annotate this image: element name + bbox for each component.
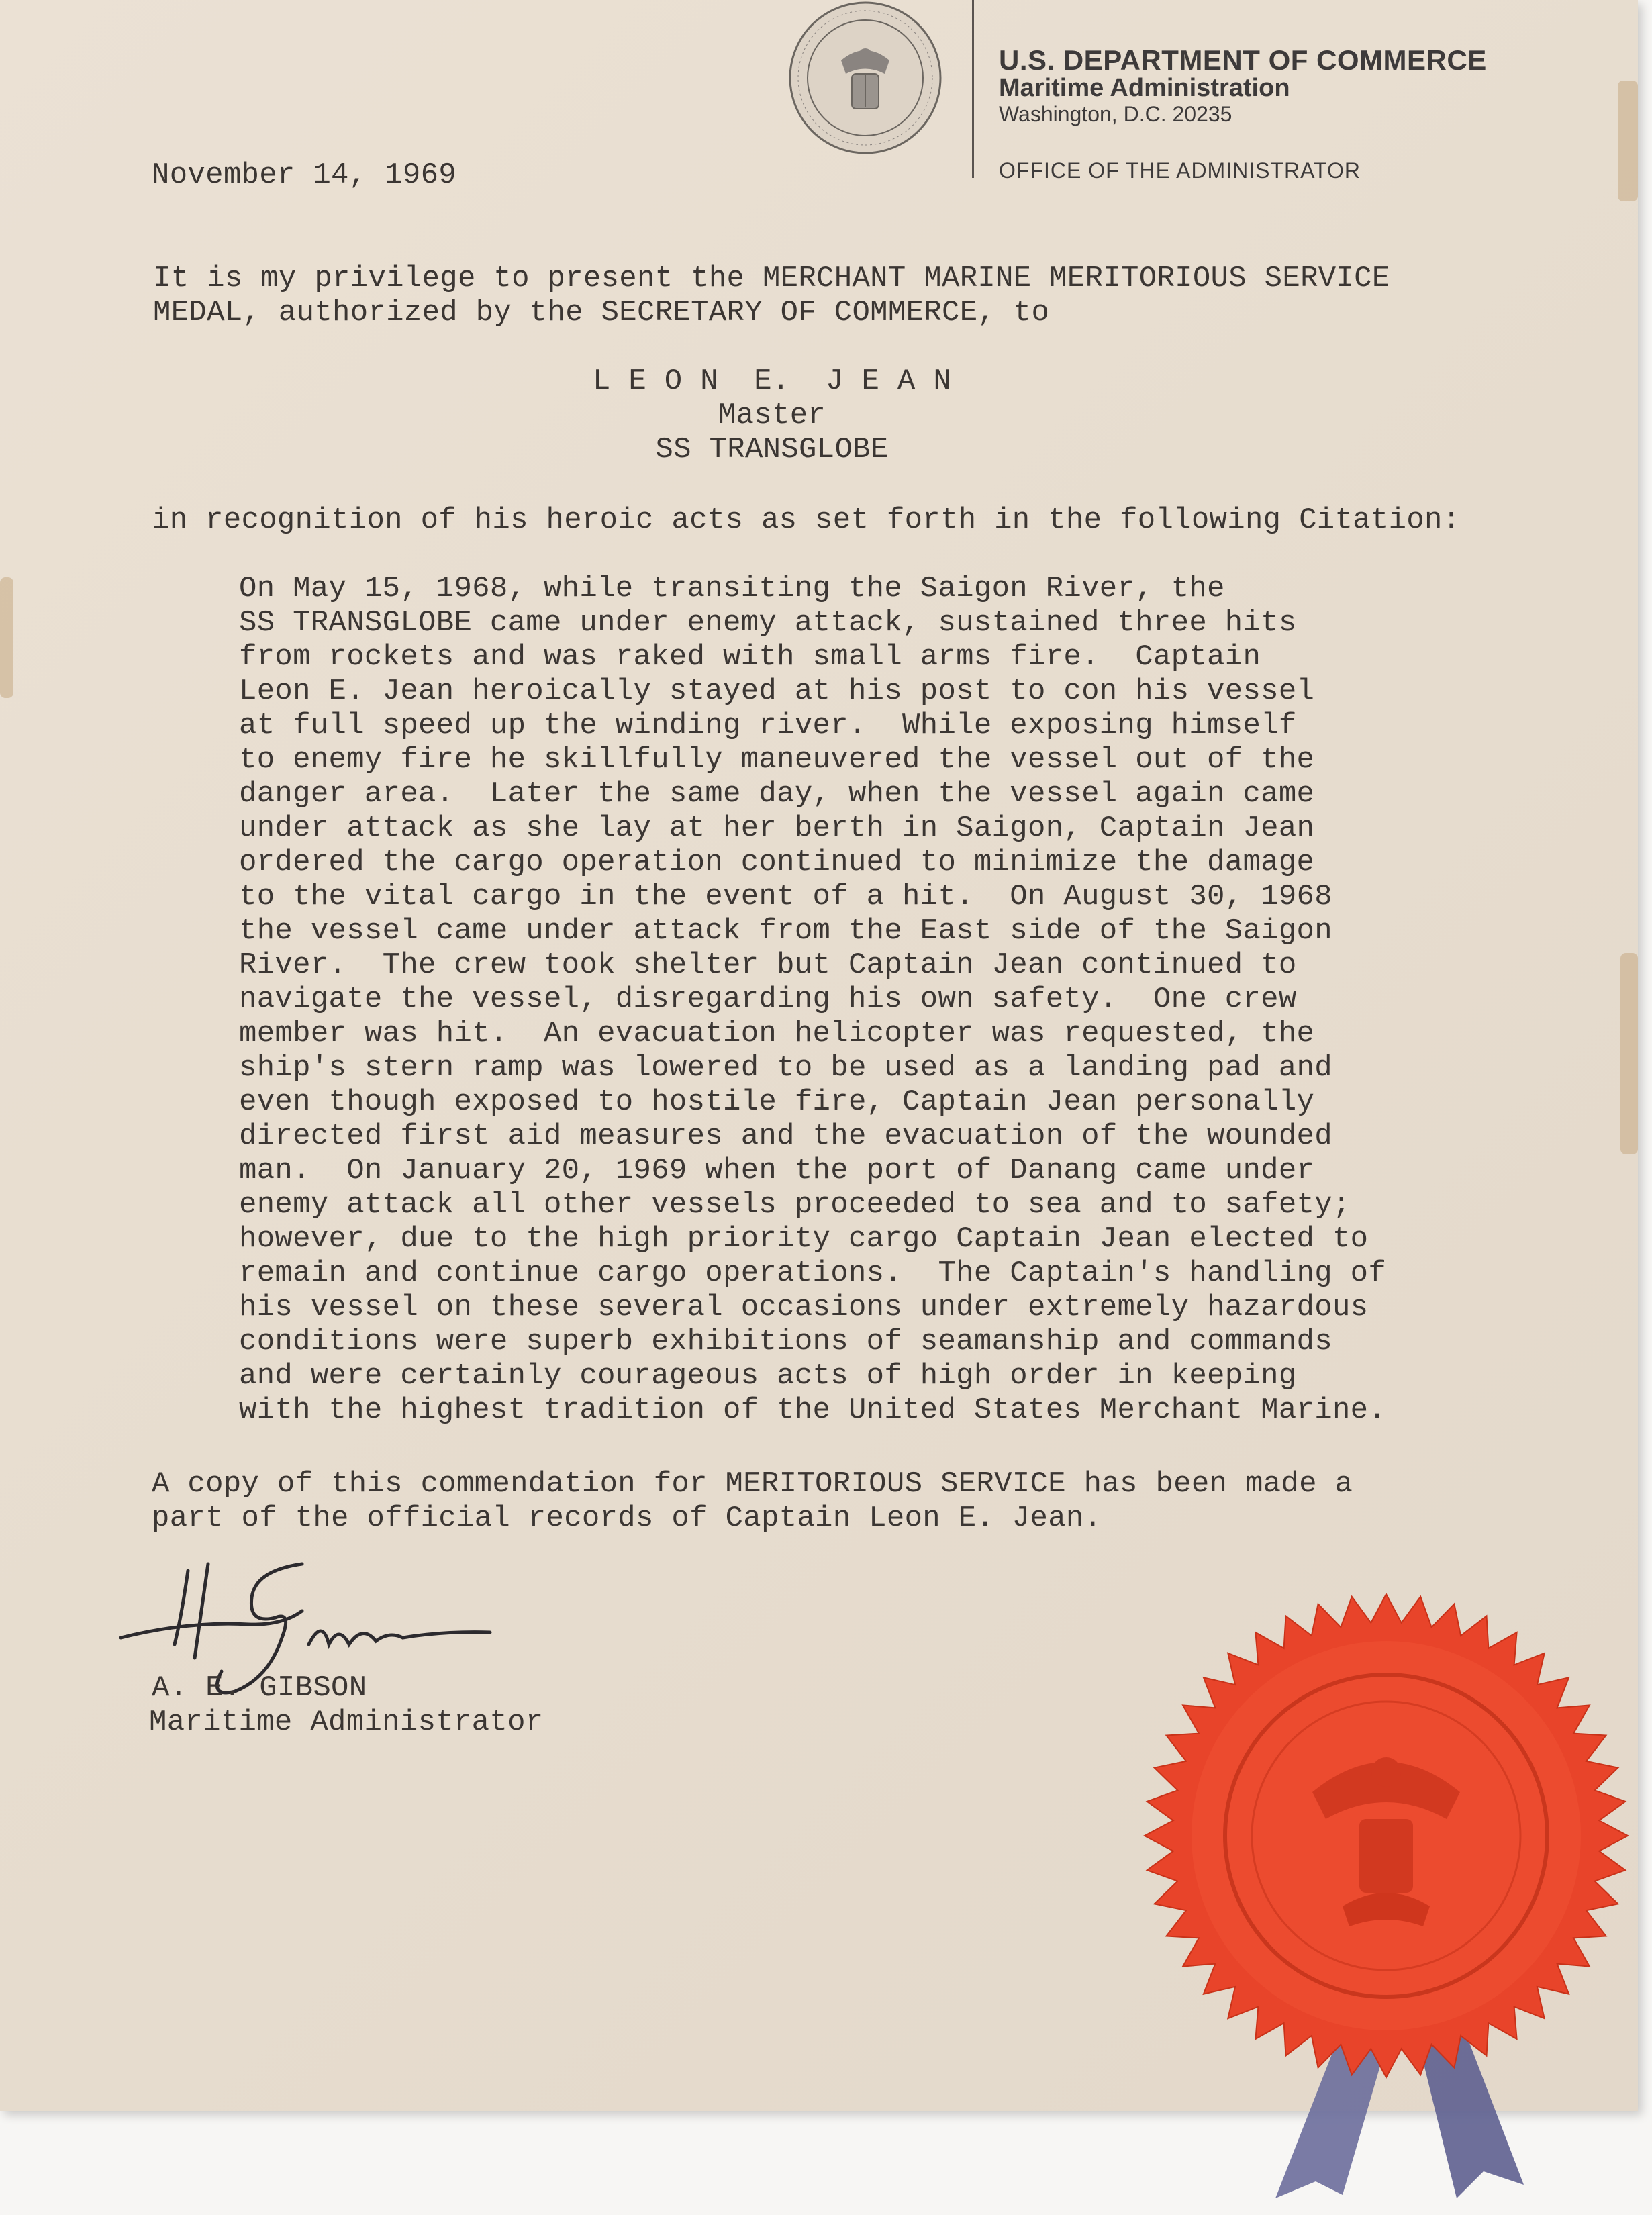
citation-line: remain and continue cargo operations. The Captain's handling of bbox=[239, 1257, 1387, 1290]
edge-stain bbox=[0, 577, 13, 698]
citation-line: ordered the cargo operation continued to minimize the damage bbox=[239, 846, 1315, 879]
agency-name: Maritime Administration bbox=[999, 74, 1290, 102]
citation-line: SS TRANSGLOBE came under enemy attack, sustained three hits bbox=[239, 606, 1297, 640]
citation-line: with the highest tradition of the United States Merchant Marine. bbox=[239, 1393, 1387, 1427]
citation-line: enemy attack all other vessels proceeded to sea and to safety; bbox=[239, 1188, 1351, 1222]
citation-line: directed first aid measures and the evacuation of the wounded bbox=[239, 1120, 1332, 1153]
recipient-name: L E O N E. J E A N bbox=[592, 364, 952, 398]
citation-line: Leon E. Jean heroically stayed at his post to con his vessel bbox=[239, 675, 1315, 708]
citation-line: under attack as she lay at her berth in Saigon, Captain Jean bbox=[239, 811, 1315, 845]
citation-line: ship's stern ramp was lowered to be used as a landing pad and bbox=[239, 1051, 1332, 1085]
citation-line: to enemy fire he skillfully maneuvered the vessel out of the bbox=[239, 743, 1315, 777]
citation-line: at full speed up the winding river. While exposing himself bbox=[239, 709, 1297, 742]
intro-line-2: MEDAL, authorized by the SECRETARY OF COMMERCE, to bbox=[153, 296, 1050, 330]
recipient-vessel: SS TRANSGLOBE bbox=[655, 433, 889, 466]
closing-line-1: A copy of this commendation for MERITORIOUS SERVICE has been made a bbox=[152, 1467, 1353, 1501]
agency-address: Washington, D.C. 20235 bbox=[999, 102, 1232, 126]
edge-stain bbox=[1618, 81, 1638, 201]
intro-line-1: It is my privilege to present the MERCHANT MARINE MERITORIOUS SERVICE bbox=[153, 262, 1390, 295]
citation-line: his vessel on these several occasions under extremely hazardous bbox=[239, 1291, 1369, 1324]
department-seal-icon bbox=[784, 0, 946, 156]
citation-line: River. The crew took shelter but Captain Jean continued to bbox=[239, 948, 1297, 982]
citation-line: man. On January 20, 1969 when the port of Danang came under bbox=[239, 1154, 1315, 1187]
citation-line: danger area. Later the same day, when the vessel again came bbox=[239, 777, 1315, 811]
citation-line: conditions were superb exhibitions of seamanship and commands bbox=[239, 1325, 1332, 1359]
citation-line: from rockets and was raked with small arms fire. Captain bbox=[239, 640, 1261, 674]
citation-line: however, due to the high priority cargo Captain Jean elected to bbox=[239, 1222, 1369, 1256]
citation-line: the vessel came under attack from the East side of the Saigon bbox=[239, 914, 1332, 948]
red-wax-seal-icon bbox=[1141, 1591, 1631, 2081]
citation-line: navigate the vessel, disregarding his own safety. One crew bbox=[239, 983, 1297, 1016]
closing-line-2: part of the official records of Captain Leon E. Jean. bbox=[152, 1502, 1102, 1535]
citation-line: and were certainly courageous acts of high order in keeping bbox=[239, 1359, 1297, 1393]
letter-date: November 14, 1969 bbox=[152, 158, 456, 192]
citation-line: to the vital cargo in the event of a hit. On August 30, 1968 bbox=[239, 880, 1332, 914]
citation-line: even though exposed to hostile fire, Captain Jean personally bbox=[239, 1085, 1315, 1119]
department-name: U.S. DEPARTMENT OF COMMERCE bbox=[999, 44, 1487, 76]
office-name: OFFICE OF THE ADMINISTRATOR bbox=[999, 158, 1361, 183]
citation-line: On May 15, 1968, while transiting the Saigon River, the bbox=[239, 572, 1225, 605]
recognition-line: in recognition of his heroic acts as set forth in the following Citation: bbox=[152, 503, 1461, 537]
edge-stain bbox=[1620, 953, 1638, 1154]
signatory-name: A. E. GIBSON bbox=[152, 1671, 367, 1705]
letterhead-divider bbox=[972, 0, 974, 178]
citation-line: member was hit. An evacuation helicopter was requested, the bbox=[239, 1017, 1315, 1050]
recipient-title: Master bbox=[718, 399, 826, 432]
signatory-title: Maritime Administrator bbox=[149, 1706, 544, 1739]
